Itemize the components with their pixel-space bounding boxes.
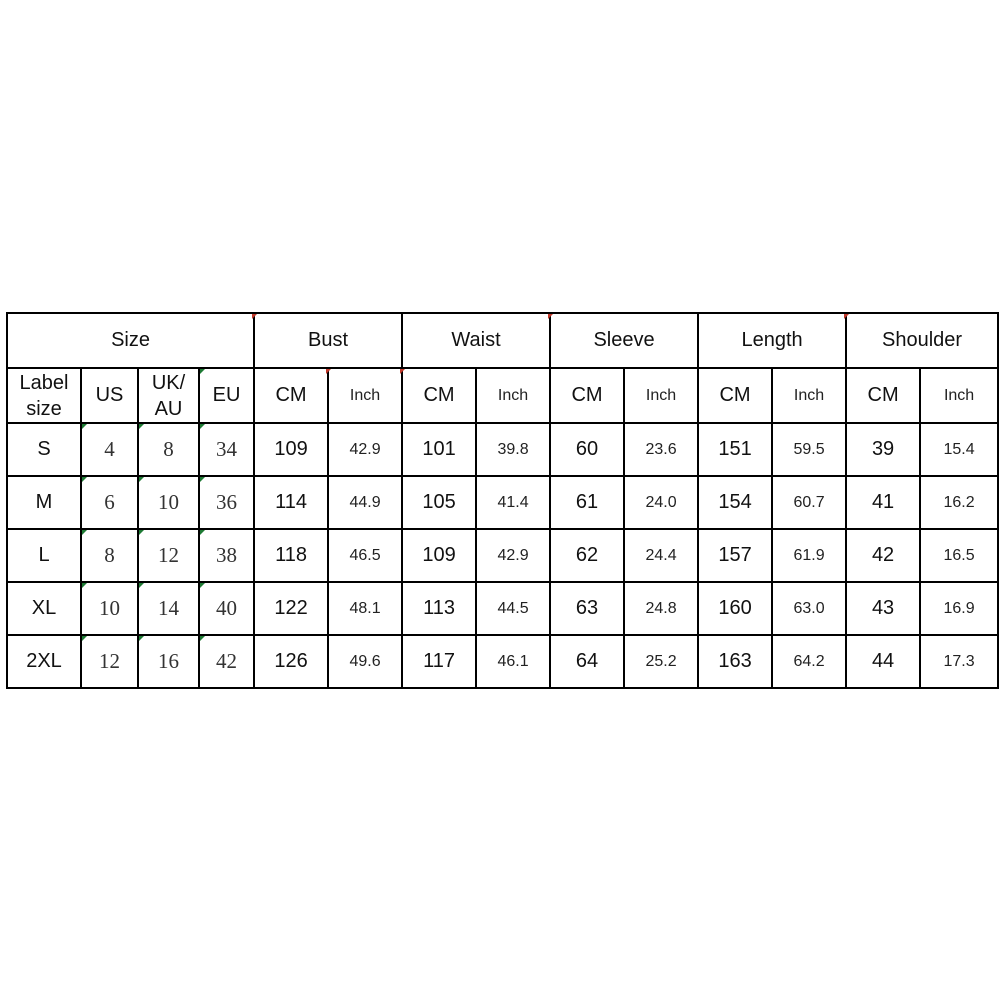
cell-value: 101 (422, 438, 456, 460)
cell-bust-cm (254, 476, 328, 529)
subheader-row (7, 368, 998, 423)
cell-sleeve-cm (550, 423, 624, 476)
cell-value: 16.5 (943, 546, 975, 564)
subheader-length-cm: CM (698, 368, 772, 423)
cell-waist-in (476, 529, 550, 582)
header-sleeve-label: Sleeve (593, 329, 655, 351)
cell-value: 64 (575, 650, 599, 672)
cell-length-cm (698, 476, 772, 529)
cell-value: 43 (871, 597, 895, 619)
cell-value: 16.9 (943, 599, 975, 617)
size-rows (7, 423, 998, 688)
subheader-us: US (81, 368, 138, 423)
cell-sleeve-in (624, 476, 698, 529)
cell-bust-cm (254, 529, 328, 582)
cell-value: 25.2 (645, 652, 677, 670)
cell-value: 24.4 (645, 546, 677, 564)
subheader-bust-inch (328, 368, 402, 423)
header-length (698, 313, 846, 368)
cell-eu (199, 529, 254, 582)
comment-marker (200, 583, 205, 588)
label-line1: Label (19, 371, 69, 394)
cell-value: 60.7 (793, 493, 825, 511)
cell-eu (199, 635, 254, 688)
cell-sleeve-cm (550, 582, 624, 635)
ukau-line1: UK/ (151, 371, 186, 394)
cell-value: 157 (718, 544, 752, 566)
cell-value: 24.0 (645, 493, 677, 511)
cell-value: 38 (216, 543, 238, 567)
cell-value: 118 (275, 544, 307, 566)
cell-value: 8 (104, 543, 115, 567)
cell-bust-in (328, 582, 402, 635)
cell-value: 151 (718, 438, 752, 460)
cell-bust-in (328, 635, 402, 688)
cell-value: 8 (163, 437, 174, 461)
comment-marker (82, 583, 87, 588)
cell-ukau (138, 635, 199, 688)
cell-length-in (772, 476, 846, 529)
cell-length-cm (698, 423, 772, 476)
cell-us (81, 582, 138, 635)
comment-marker (200, 369, 205, 374)
comment-marker (548, 314, 553, 319)
cell-value: 63 (575, 597, 599, 619)
cell-value: 61 (575, 491, 599, 513)
cell-us (81, 476, 138, 529)
subheader-ukau (138, 368, 199, 423)
comment-marker (139, 477, 144, 482)
subheader-eu-label: EU (212, 384, 241, 406)
cell-value: 12 (158, 543, 179, 567)
cell-value: 64.2 (793, 652, 825, 670)
cell-label (7, 476, 81, 529)
size-chart-table (6, 312, 999, 689)
comment-marker (400, 369, 405, 374)
header-bust-label: Bust (308, 329, 349, 351)
cell-sleeve-in (624, 423, 698, 476)
cell-value: 114 (275, 491, 307, 513)
cell-value: 34 (216, 437, 238, 461)
cell-bust-in (328, 423, 402, 476)
table-row (7, 582, 998, 635)
cell-value: 42.9 (497, 546, 529, 564)
cell-eu (199, 423, 254, 476)
cell-value: 12 (99, 649, 120, 673)
cell-length-cm (698, 635, 772, 688)
cell-sleeve-cm (550, 635, 624, 688)
subheader-sleeve-inch: Inch (624, 368, 698, 423)
cell-waist-cm (402, 476, 476, 529)
cell-sleeve-cm (550, 476, 624, 529)
subheader-waist-cm (402, 368, 476, 423)
cell-value: 109 (422, 544, 456, 566)
cell-waist-cm (402, 582, 476, 635)
header-waist-label: Waist (451, 329, 501, 351)
cell-value: S (37, 438, 51, 460)
subheader-shoulder-cm: CM (846, 368, 920, 423)
header-length-label: Length (741, 329, 803, 351)
table-row (7, 529, 998, 582)
cell-length-in (772, 635, 846, 688)
cell-shoulder-cm (846, 582, 920, 635)
cell-ukau (138, 423, 199, 476)
cell-eu (199, 476, 254, 529)
cell-value: 39.8 (497, 440, 529, 458)
cell-value: 154 (718, 491, 752, 513)
cell-bust-in (328, 529, 402, 582)
cell-value: 113 (423, 597, 455, 619)
cell-value: 15.4 (943, 440, 975, 458)
header-size: Size (7, 313, 254, 368)
cell-bust-cm (254, 582, 328, 635)
cell-value: 24.8 (645, 599, 677, 617)
cell-shoulder-cm (846, 635, 920, 688)
cell-ukau (138, 476, 199, 529)
subheader-label-size (7, 368, 81, 423)
cell-value: 42 (871, 544, 895, 566)
cell-ukau (138, 529, 199, 582)
cell-bust-in (328, 476, 402, 529)
cell-value: 126 (274, 650, 308, 672)
cell-value: 10 (99, 596, 120, 620)
cell-value: 40 (216, 596, 238, 620)
subheader-eu (199, 368, 254, 423)
header-shoulder (846, 313, 998, 368)
cell-value: 48.1 (349, 599, 381, 617)
comment-marker (82, 636, 87, 641)
label-line2: size (26, 397, 62, 420)
cell-shoulder-in (920, 476, 998, 529)
cell-value: 46.1 (497, 652, 529, 670)
subheader-sleeve-cm: CM (550, 368, 624, 423)
cell-value: 36 (216, 490, 238, 514)
header-shoulder-label: Shoulder (882, 329, 963, 351)
cell-length-cm (698, 582, 772, 635)
cell-sleeve-in (624, 635, 698, 688)
cell-value: 122 (274, 597, 308, 619)
comment-marker (139, 636, 144, 641)
comment-marker (326, 369, 331, 374)
header-waist (402, 313, 550, 368)
cell-shoulder-in (920, 635, 998, 688)
cell-waist-cm (402, 529, 476, 582)
comment-marker (200, 530, 205, 535)
cell-length-in (772, 529, 846, 582)
cell-us (81, 529, 138, 582)
cell-value: 63.0 (793, 599, 825, 617)
cell-value: 39 (871, 438, 895, 460)
header-bust (254, 313, 402, 368)
header-sleeve (550, 313, 698, 368)
comment-marker (139, 530, 144, 535)
subheader-waist-cm-label: CM (423, 384, 455, 406)
cell-us (81, 635, 138, 688)
cell-shoulder-cm (846, 476, 920, 529)
cell-sleeve-in (624, 582, 698, 635)
cell-value: 10 (158, 490, 179, 514)
table-row (7, 476, 998, 529)
cell-value: 46.5 (349, 546, 381, 564)
header-row (7, 313, 998, 368)
subheader-length-inch: Inch (772, 368, 846, 423)
ukau-line2: AU (154, 397, 183, 420)
cell-label (7, 635, 81, 688)
cell-value: 41 (871, 491, 895, 513)
subheader-bust-cm: CM (254, 368, 328, 423)
cell-value: 4 (104, 437, 115, 461)
cell-value: 42.9 (349, 440, 381, 458)
comment-marker (200, 636, 205, 641)
cell-shoulder-cm (846, 423, 920, 476)
cell-value: 117 (423, 650, 455, 672)
cell-value: 44.9 (349, 493, 381, 511)
comment-marker (200, 424, 205, 429)
cell-value: 2XL (26, 650, 62, 672)
cell-shoulder-in (920, 423, 998, 476)
cell-value: 23.6 (645, 440, 677, 458)
cell-length-in (772, 423, 846, 476)
cell-value: 6 (104, 490, 115, 514)
cell-waist-in (476, 476, 550, 529)
cell-value: 62 (575, 544, 599, 566)
comment-marker (139, 424, 144, 429)
comment-marker (82, 424, 87, 429)
cell-us (81, 423, 138, 476)
comment-marker (252, 314, 257, 319)
cell-waist-in (476, 635, 550, 688)
cell-value: 41.4 (497, 493, 529, 511)
cell-label (7, 423, 81, 476)
cell-length-in (772, 582, 846, 635)
cell-bust-cm (254, 423, 328, 476)
cell-shoulder-in (920, 529, 998, 582)
comment-marker (139, 583, 144, 588)
cell-shoulder-in (920, 582, 998, 635)
cell-value: 16 (158, 649, 179, 673)
cell-value: 61.9 (793, 546, 825, 564)
subheader-shoulder-inch: Inch (920, 368, 998, 423)
cell-ukau (138, 582, 199, 635)
comment-marker (82, 530, 87, 535)
cell-label (7, 529, 81, 582)
cell-value: 44 (871, 650, 895, 672)
cell-sleeve-in (624, 529, 698, 582)
cell-sleeve-cm (550, 529, 624, 582)
cell-waist-in (476, 582, 550, 635)
subheader-bust-inch-label: Inch (349, 386, 381, 404)
cell-value: M (35, 491, 53, 513)
cell-value: XL (31, 597, 57, 619)
subheader-waist-inch: Inch (476, 368, 550, 423)
cell-bust-cm (254, 635, 328, 688)
cell-value: 60 (575, 438, 599, 460)
cell-value: 163 (718, 650, 752, 672)
cell-waist-in (476, 423, 550, 476)
cell-value: 42 (216, 649, 238, 673)
table-row (7, 423, 998, 476)
cell-value: 17.3 (943, 652, 975, 670)
cell-eu (199, 582, 254, 635)
cell-waist-cm (402, 423, 476, 476)
comment-marker (200, 477, 205, 482)
cell-length-cm (698, 529, 772, 582)
cell-value: L (38, 544, 50, 566)
cell-value: 49.6 (349, 652, 381, 670)
cell-value: 44.5 (497, 599, 529, 617)
cell-label (7, 582, 81, 635)
cell-value: 59.5 (793, 440, 825, 458)
comment-marker (82, 477, 87, 482)
cell-waist-cm (402, 635, 476, 688)
table-row (7, 635, 998, 688)
cell-shoulder-cm (846, 529, 920, 582)
comment-marker (844, 314, 849, 319)
cell-value: 16.2 (943, 493, 975, 511)
cell-value: 160 (718, 597, 752, 619)
cell-value: 14 (158, 596, 179, 620)
cell-value: 109 (274, 438, 308, 460)
cell-value: 105 (422, 491, 456, 513)
